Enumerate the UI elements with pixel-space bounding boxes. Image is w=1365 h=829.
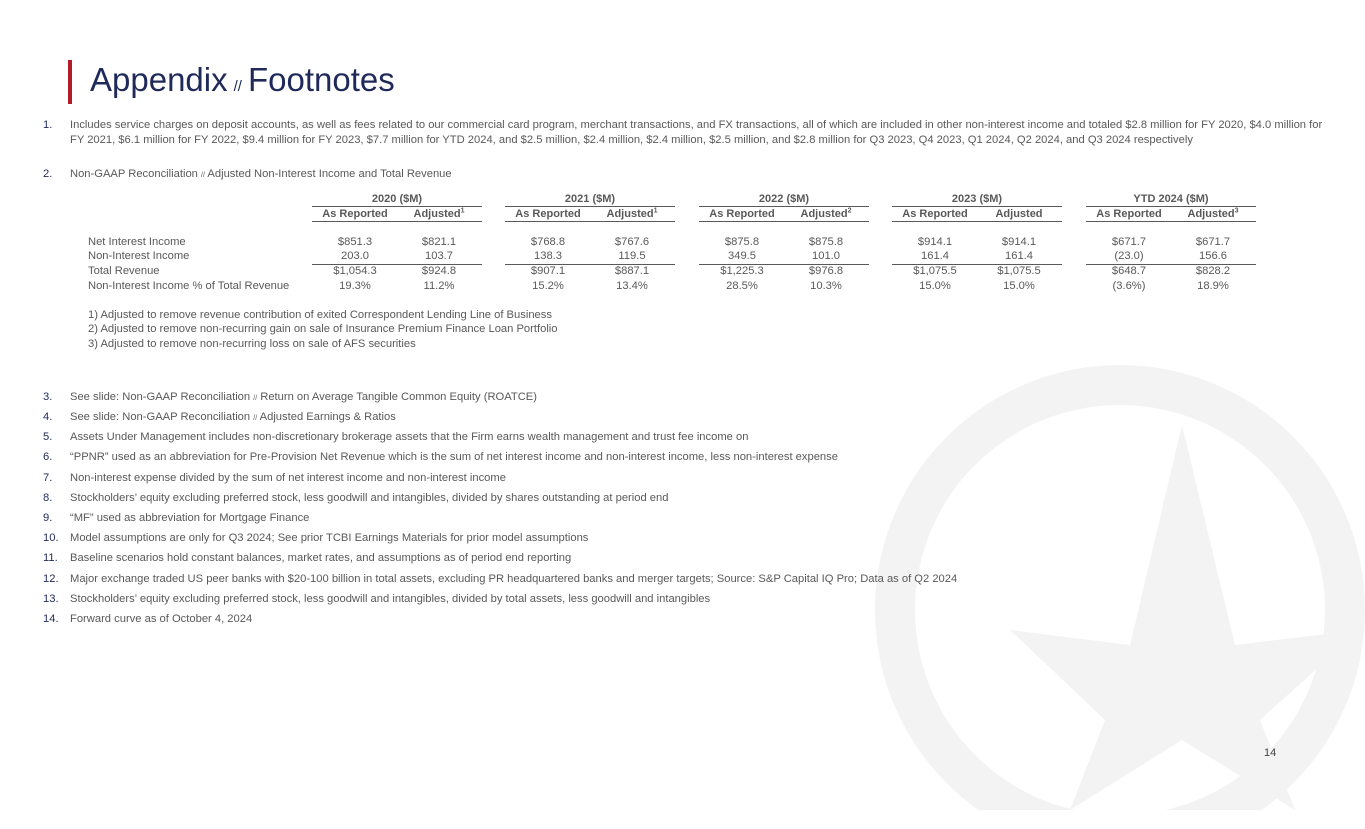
footnote-number: 5. [43, 431, 53, 443]
footnote-text: Non-interest expense divided by the sum of net interest income and non-interest income [70, 472, 506, 484]
footnote-text: Forward curve as of October 4, 2024 [70, 613, 253, 625]
table-cell: $671.7 [1195, 236, 1231, 248]
title-separator: // [233, 78, 242, 95]
footnote-text: Model assumptions are only for Q3 2024; See prior TCBI Earnings Materials for prior model assumptions [70, 532, 589, 544]
table-cell: 156.6 [1199, 250, 1227, 262]
footnote-text-pre: Non-GAAP Reconciliation [70, 168, 198, 180]
table-cell: 138.3 [534, 250, 562, 262]
table-cell: 101.0 [812, 250, 840, 262]
table-cell: 15.0% [919, 280, 951, 292]
footnote-text: Stockholders’ equity excluding preferred stock, less goodwill and intangibles, divided by shares outstanding at period end [70, 492, 669, 504]
table-cell: 18.9% [1197, 280, 1229, 292]
adjusted-header: Adjusted [413, 208, 461, 220]
table-cell: $914.1 [1001, 236, 1037, 248]
table-cell: 103.7 [425, 250, 453, 262]
table-cell: 203.0 [341, 250, 369, 262]
period-header-2020: 2020 ($M) [312, 193, 482, 207]
adjusted-header: Adjusted [606, 208, 654, 220]
footnote-text-post: Adjusted Earnings & Ratios [259, 411, 396, 423]
footnote-separator: // [201, 172, 205, 179]
row-label-net-interest-income: Net Interest Income [88, 236, 186, 248]
table-cell: $907.1 [530, 265, 566, 277]
table-cell: $1,054.3 [333, 265, 377, 277]
footnote-number: 11. [43, 552, 58, 564]
footnote-number: 8. [43, 492, 53, 504]
row-label-non-interest-income: Non-Interest Income [88, 250, 190, 262]
subheader-group [312, 208, 482, 222]
period-header-2022: 2022 ($M) [699, 193, 869, 207]
adjusted-footnote-ref: 1 [460, 207, 465, 215]
adjusted-header: Adjusted [800, 208, 848, 220]
table-cell: (3.6%) [1112, 280, 1146, 292]
table-cell: $976.8 [808, 265, 844, 277]
footnote-separator: // [253, 395, 258, 402]
table-cell: (23.0) [1114, 250, 1144, 262]
table-note-3: 3) Adjusted to remove non-recurring loss on sale of AFS securities [88, 338, 416, 350]
footnote-number: 4. [43, 411, 53, 423]
as-reported-header: As Reported [322, 208, 388, 220]
table-cell: $828.2 [1195, 265, 1231, 277]
footnote-text: Stockholders’ equity excluding preferred stock, less goodwill and intangibles, divided by total assets, less goodwill and intangibles [70, 593, 711, 605]
footnote-text-post: Return on Average Tangible Common Equity (ROATCE) [260, 391, 537, 403]
footnote-number: 13. [43, 593, 59, 605]
footnote-number: 10. [43, 532, 59, 544]
title-main: Appendix [90, 61, 228, 98]
table-cell: $875.8 [724, 236, 760, 248]
footnote-text: Includes service charges on deposit accounts, as well as fees related to our commercial card program, merchant transactions, and FX transactions, all of which are included in other non-interest income and totaled $2.8 million for FY 2020, $4.0 million for FY 2021, $6.1 million for FY 2022, $9.4 million for FY 2023, $7.7 million for YTD 2024, and $2.5 million, $2.4 million, $2.4 million, $2.5 million, and $2.8 million for Q3 2023, Q4 2023, Q1 2024, Q2 2024, and Q3 2024 respectively [70, 119, 1323, 146]
page-title [90, 61, 395, 99]
footnote-number: 7. [43, 472, 53, 484]
subheader-group [892, 208, 1062, 222]
subheader-group [505, 208, 675, 222]
table-cell: $914.1 [917, 236, 953, 248]
page-number: 14 [1264, 747, 1277, 759]
table-cell: $1,075.5 [913, 265, 957, 277]
period-header-ytd2024: YTD 2024 ($M) [1086, 193, 1256, 207]
footnote-text-pre: See slide: Non-GAAP Reconciliation [70, 411, 251, 423]
footnote-text: “PPNR” used as an abbreviation for Pre-Provision Net Revenue which is the sum of net interest income and non-interest income, less non-interest expense [70, 451, 838, 463]
adjusted-footnote-ref: 2 [847, 207, 852, 215]
table-cell: 10.3% [810, 280, 842, 292]
table-cell: 11.2% [423, 280, 455, 292]
footnote-separator: // [253, 415, 258, 422]
as-reported-header: As Reported [902, 208, 968, 220]
table-cell: 161.4 [1005, 250, 1033, 262]
footnote-text-post: Adjusted Non-Interest Income and Total Revenue [207, 168, 452, 180]
footnote-text: “MF” used as abbreviation for Mortgage Finance [70, 512, 310, 524]
table-cell: $767.6 [614, 236, 650, 248]
table-cell: $821.1 [421, 236, 457, 248]
footnote-number: 14. [43, 613, 59, 625]
as-reported-header: As Reported [709, 208, 775, 220]
footnote-text: Major exchange traded US peer banks with $20-100 billion in total assets, excluding PR headquartered banks and merger targets; Source: S&P Capital IQ Pro; Data as of Q2 2024 [70, 573, 958, 585]
table-cell: $768.8 [530, 236, 566, 248]
table-cell: $851.3 [337, 236, 373, 248]
table-cell: $924.8 [421, 265, 457, 277]
footnote-number: 3. [43, 391, 53, 403]
table-cell: 349.5 [728, 250, 756, 262]
table-cell: 15.0% [1003, 280, 1035, 292]
table-cell: $887.1 [614, 265, 650, 277]
table-cell: 28.5% [726, 280, 758, 292]
table-cell: 15.2% [532, 280, 564, 292]
footnote-number: 6. [43, 451, 53, 463]
table-cell: $1,075.5 [997, 265, 1041, 277]
footnote-text-pre: See slide: Non-GAAP Reconciliation [70, 391, 251, 403]
adjusted-header: Adjusted [995, 208, 1043, 220]
table-note-1: 1) Adjusted to remove revenue contribution of exited Correspondent Lending Line of Business [88, 309, 552, 321]
table-cell: $671.7 [1111, 236, 1147, 248]
adjusted-footnote-ref: 3 [1234, 207, 1239, 215]
period-header-2023: 2023 ($M) [892, 193, 1062, 207]
footnote-number: 1. [43, 119, 53, 131]
as-reported-header: As Reported [1096, 208, 1162, 220]
subheader-group [1086, 208, 1256, 222]
footnote-number: 9. [43, 512, 53, 524]
subheader-group [699, 208, 869, 222]
footnote-text: Assets Under Management includes non-discretionary brokerage assets that the Firm earns wealth management and trust fee income on [70, 431, 749, 443]
adjusted-footnote-ref: 1 [653, 207, 658, 215]
table-cell: 161.4 [921, 250, 949, 262]
row-label-nii-pct-total-revenue: Non-Interest Income % of Total Revenue [88, 280, 290, 292]
table-cell: $875.8 [808, 236, 844, 248]
row-label-total-revenue: Total Revenue [88, 265, 160, 277]
table-cell: 19.3% [339, 280, 371, 292]
table-note-2: 2) Adjusted to remove non-recurring gain on sale of Insurance Premium Finance Loan Portfolio [88, 323, 558, 335]
adjusted-header: Adjusted [1187, 208, 1235, 220]
period-header-2021: 2021 ($M) [505, 193, 675, 207]
table-cell: 119.5 [618, 250, 646, 262]
table-cell: $1,225.3 [720, 265, 764, 277]
title-sub: Footnotes [247, 61, 395, 98]
table-cell: 13.4% [616, 280, 648, 292]
table-cell: $648.7 [1111, 265, 1147, 277]
footnote-text: Baseline scenarios hold constant balances, market rates, and assumptions as of period end reporting [70, 552, 572, 564]
footnote-number: 12. [43, 573, 59, 585]
title-accent-bar [68, 60, 72, 104]
as-reported-header: As Reported [515, 208, 581, 220]
footnote-number: 2. [43, 168, 53, 180]
